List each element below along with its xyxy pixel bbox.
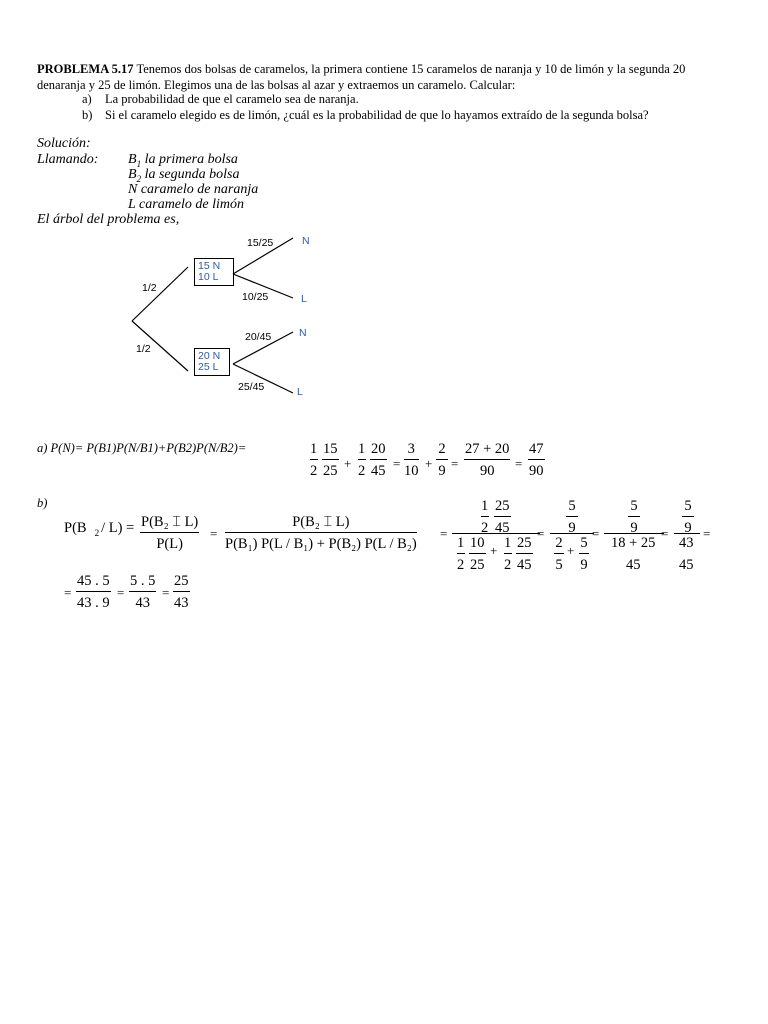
item-a: a) La probabilidad de que el caramelo sea de naranja. <box>82 92 359 106</box>
b-step3: 1 2 25 45 1 2 10 25 + 1 2 25 45 <box>452 498 544 568</box>
a-f1b: 15 25 <box>323 441 338 479</box>
b-step2: P(B₂ ⌶ L) P(B₁) P(L / B₁) + P(B₂) P(L / B₂) <box>225 514 417 552</box>
bag1-box: 15 N 10 L <box>194 258 234 286</box>
a-f5: 27 + 20 90 <box>465 441 510 479</box>
p-bag1-label: 1/2 <box>142 282 157 294</box>
a-f4: 2 9 <box>436 441 448 479</box>
b-l2-f3: 25 43 <box>174 573 189 611</box>
p-bag2-n: 20/45 <box>245 331 272 343</box>
a-f2b: 20 45 <box>371 441 386 479</box>
branch-bag1 <box>132 267 188 321</box>
bag2-box: 20 N 25 L <box>194 348 230 376</box>
naming-label: Llamando: <box>37 152 99 167</box>
def-b2: $B_2$ la segunda bolsa <box>128 167 240 184</box>
def-b1: $B_1$ la primera bolsa <box>128 152 238 169</box>
solution-heading: Solución: <box>37 136 91 151</box>
p-bag1-l: 10/25 <box>242 291 269 303</box>
p-bag2-l: 25/45 <box>238 381 265 393</box>
def-l: L caramelo de limón <box>128 197 245 212</box>
b-lhs: P(B $_2$ / L) = <box>64 520 135 538</box>
a-f2a: 1 2 <box>358 441 366 479</box>
item-b: b) Si el caramelo elegido es de limón, ¿cuál es la probabilidad de que lo hayamos extraído de la segunda bolsa? <box>82 107 649 122</box>
a-f6: 47 90 <box>529 441 544 479</box>
probability-tree <box>0 0 768 420</box>
leaf-bag2-n: N <box>299 327 307 339</box>
def-n: N caramelo de naranja <box>128 182 259 197</box>
p-bag1-n: 15/25 <box>247 237 274 249</box>
b-step4: 5 9 2 5 + 5 9 <box>550 498 596 568</box>
problem-text: Tenemos dos bolsas de caramelos, la primera contiene 15 caramelos de naranja y 10 de limón y la segunda 20 denaranja y 25 de limón. Elegimos una de las bolsas al azar y extraemos un caramelo. Calcular: <box>37 62 686 92</box>
b-step5: 5 9 18 + 25 45 <box>604 498 664 568</box>
part-b-label: b) <box>37 496 48 510</box>
b-step1: P(B₂ ⌶ L) P(L) <box>141 514 199 552</box>
p-bag2-label: 1/2 <box>136 343 151 355</box>
b-l2-f1: 45 . 5 43 . 9 <box>77 573 110 611</box>
part-a-label: a) P(N)= P(B1)P(N/B1)+P(B2)P(N/B2)= <box>37 441 247 455</box>
leaf-bag1-l: L <box>301 293 307 305</box>
problem-title: PROBLEMA 5.17 <box>37 62 134 76</box>
tree-intro: El árbol del problema es, <box>37 212 180 227</box>
a-f1a: 1 2 <box>310 441 318 479</box>
a-f3: 3 10 <box>404 441 419 479</box>
b-step6: 5 9 43 45 <box>674 498 702 568</box>
b-l2-f2: 5 . 5 43 <box>130 573 156 611</box>
leaf-bag1-n: N <box>302 235 310 247</box>
leaf-bag2-l: L <box>297 386 303 398</box>
